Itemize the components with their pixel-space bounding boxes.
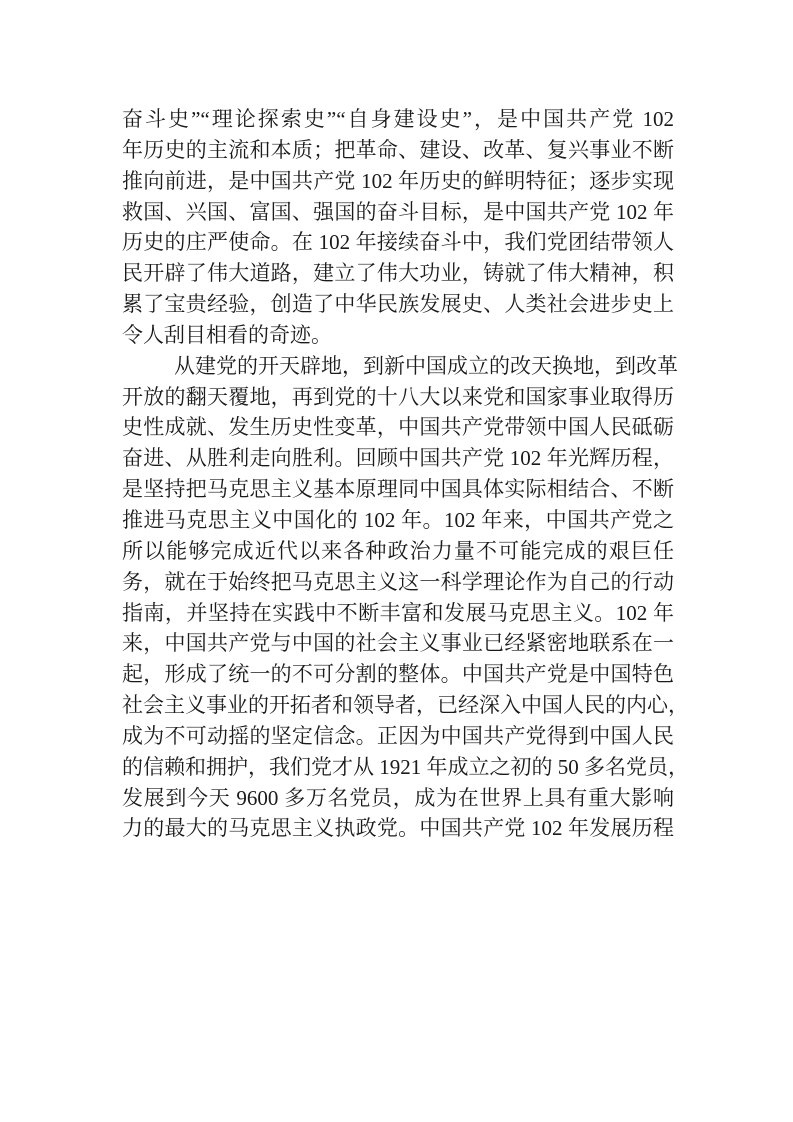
text-line: 令人刮目相看的奇迹。 xyxy=(122,322,332,347)
paragraph-1 xyxy=(122,104,674,351)
paragraph-2 xyxy=(122,351,689,845)
text-line: 社会主义事业的开拓者和领导者，已经深入中国人民的内心， xyxy=(122,693,689,718)
text-line: 奋斗史”“理论探索史”“自身建设史”，是中国共产党 102 xyxy=(122,107,674,131)
text-line: 救国、兴国、富国、强国的奋斗目标，是中国共产党 102 年 xyxy=(122,199,674,224)
text-line: 所以能够完成近代以来各种政治力量不可能完成的艰巨任 xyxy=(122,538,674,563)
text-line: 累了宝贵经验，创造了中华民族发展史、人类社会进步史上 xyxy=(122,292,674,317)
text-line: 开放的翻天覆地，再到党的十八大以来党和国家事业取得历 xyxy=(122,384,674,409)
text-line: 发展到今天 9600 多万名党员，成为在世界上具有重大影响 xyxy=(122,785,674,810)
text-line: 奋进、从胜利走向胜利。回顾中国共产党 102 年光辉历程， xyxy=(122,446,674,471)
text-line: 从建党的开天辟地，到新中国成立的改天换地，到改革 xyxy=(174,353,678,378)
text-line: 来，中国共产党与中国的社会主义事业已经紧密地联系在一 xyxy=(122,631,674,656)
text-line: 成为不可动摇的坚定信念。正因为中国共产党得到中国人民 xyxy=(122,723,674,748)
text-line: 推进马克思主义中国化的 102 年。102 年来，中国共产党之 xyxy=(122,507,674,532)
text-line: 起，形成了统一的不可分割的整体。中国共产党是中国特色 xyxy=(122,662,674,687)
text-line: 务，就在于始终把马克思主义这一科学理论作为自己的行动 xyxy=(122,569,674,594)
text-line: 年历史的主流和本质；把革命、建设、改革、复兴事业不断 xyxy=(122,137,674,162)
text-line: 是坚持把马克思主义基本原理同中国具体实际相结合、不断 xyxy=(122,477,674,502)
text-line: 民开辟了伟大道路，建立了伟大功业，铸就了伟大精神，积 xyxy=(122,261,674,286)
text-line: 史性成就、发生历史性变革，中国共产党带领中国人民砥砺 xyxy=(122,415,674,440)
text-line: 力的最大的马克思主义执政党。中国共产党 102 年发展历程 xyxy=(122,816,674,841)
text-line: 指南，并坚持在实践中不断丰富和发展马克思主义。102 年 xyxy=(122,600,674,625)
text-line: 的信赖和拥护，我们党才从 1921 年成立之初的 50 多名党员， xyxy=(122,754,689,779)
text-line: 历史的庄严使命。在 102 年接续奋斗中，我们党团结带领人 xyxy=(122,230,674,255)
document-body xyxy=(122,104,689,844)
text-line: 推向前进，是中国共产党 102 年历史的鲜明特征；逐步实现 xyxy=(122,168,674,193)
